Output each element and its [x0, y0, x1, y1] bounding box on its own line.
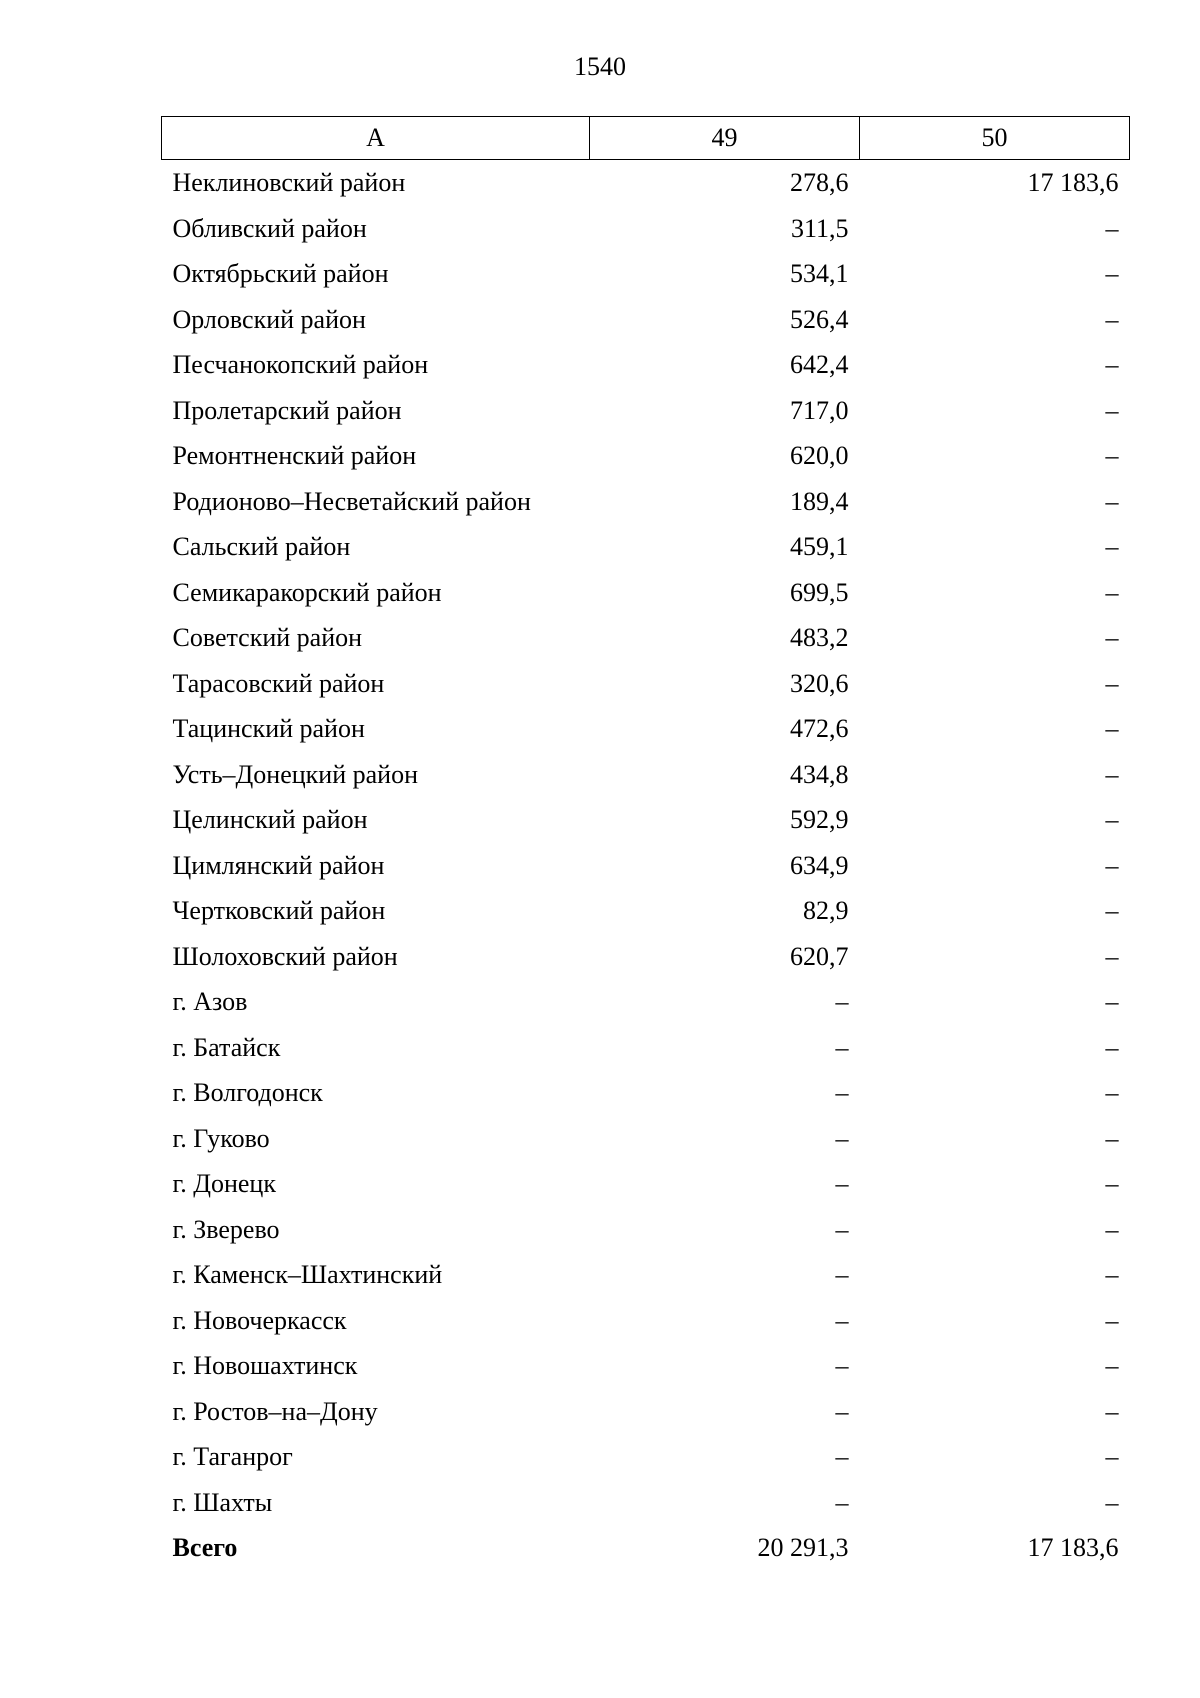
row-name: Цимлянский район: [172, 850, 385, 880]
row-name: г. Волгодонск: [172, 1078, 323, 1107]
header-row: [162, 117, 1130, 160]
row-value-col-49: –: [835, 1032, 849, 1062]
row-value-col-49: –: [835, 1078, 849, 1107]
row-value-col-50: –: [1105, 304, 1119, 334]
row-value-col-49: 592,9: [790, 805, 849, 834]
row-value-col-50: 17 183,6: [1027, 168, 1119, 197]
table-row: [162, 1116, 1130, 1162]
total-value-col-49: 20 291,3: [757, 1533, 849, 1562]
row-name: Семикаракорский район: [172, 577, 442, 607]
total-value-col-50: 17 183,6: [1027, 1533, 1119, 1562]
row-value-col-49: –: [835, 1487, 849, 1517]
table-row: [162, 570, 1130, 616]
row-value-col-49: 642,4: [790, 350, 849, 379]
row-name: г. Каменск–Шахтинский: [172, 1260, 443, 1289]
row-name: Тацинский район: [172, 714, 365, 743]
header-cell-name: А: [162, 117, 590, 160]
row-name: Тарасовский район: [172, 668, 385, 698]
row-value-col-49: 526,4: [790, 304, 849, 334]
table-row: [162, 206, 1130, 252]
row-value-col-50: –: [1105, 1305, 1119, 1335]
row-value-col-50: –: [1105, 759, 1119, 789]
row-value-col-49: 472,6: [790, 714, 849, 743]
row-value-col-49: –: [835, 1442, 849, 1471]
row-value-col-49: –: [835, 1123, 849, 1153]
header-cell-col-50: 50: [860, 117, 1130, 160]
table-row: [162, 251, 1130, 297]
table-row: [162, 615, 1130, 661]
row-value-col-50: –: [1105, 577, 1119, 607]
table-row: [162, 934, 1130, 980]
row-name: Ремонтненский район: [172, 441, 417, 470]
row-value-col-49: 278,6: [790, 168, 849, 197]
row-name: г. Батайск: [172, 1032, 281, 1062]
table-row: [162, 524, 1130, 570]
table-row: [162, 1389, 1130, 1435]
table-row: [162, 433, 1130, 479]
row-name: Неклиновский район: [172, 168, 406, 197]
row-value-col-50: –: [1105, 714, 1119, 743]
row-value-col-50: –: [1105, 1442, 1119, 1471]
row-value-col-49: –: [835, 1305, 849, 1335]
row-name: Советский район: [172, 623, 363, 652]
table-row: [162, 979, 1130, 1025]
row-value-col-50: –: [1105, 441, 1119, 470]
table-row: [162, 1070, 1130, 1116]
row-value-col-50: –: [1105, 486, 1119, 516]
row-value-col-49: –: [835, 1396, 849, 1426]
row-name: г. Азов: [172, 987, 248, 1016]
table-row: [162, 1343, 1130, 1389]
row-name: Родионово–Несветайский район: [172, 486, 531, 516]
row-value-col-50: –: [1105, 941, 1119, 971]
row-value-col-49: 320,6: [790, 668, 849, 698]
row-value-col-50: –: [1105, 259, 1119, 288]
row-value-col-50: –: [1105, 1123, 1119, 1153]
row-value-col-49: 483,2: [790, 623, 849, 652]
row-value-col-49: 717,0: [790, 395, 849, 425]
row-value-col-49: 620,0: [790, 441, 849, 470]
row-value-col-49: 534,1: [790, 259, 849, 288]
row-value-col-49: –: [835, 1260, 849, 1289]
table-row: [162, 1252, 1130, 1298]
table-row: [162, 797, 1130, 843]
row-name: Октябрьский район: [172, 259, 389, 288]
row-name: Целинский район: [172, 805, 368, 834]
row-value-col-50: –: [1105, 987, 1119, 1016]
row-value-col-50: –: [1105, 1078, 1119, 1107]
row-value-col-50: –: [1105, 1487, 1119, 1517]
row-value-col-50: –: [1105, 805, 1119, 834]
row-value-col-49: 82,9: [803, 896, 849, 925]
row-name: Чертковский район: [172, 896, 386, 925]
row-value-col-50: –: [1105, 1351, 1119, 1380]
row-value-col-49: 620,7: [790, 941, 849, 971]
row-name: г. Гуково: [172, 1123, 270, 1153]
row-name: Усть–Донецкий район: [172, 759, 418, 789]
table-row: [162, 888, 1130, 934]
row-value-col-49: 459,1: [790, 532, 849, 561]
table-row: [162, 1025, 1130, 1071]
total-row: [162, 1525, 1130, 1571]
table-row: [162, 388, 1130, 434]
table-header: [162, 117, 1130, 160]
table-row: [162, 1434, 1130, 1480]
table-row: [162, 160, 1130, 206]
row-value-col-49: –: [835, 1351, 849, 1380]
table-row: [162, 1298, 1130, 1344]
table-row: [162, 1480, 1130, 1526]
table-row: [162, 342, 1130, 388]
row-value-col-50: –: [1105, 1214, 1119, 1244]
row-name: г. Ростов–на–Дону: [172, 1396, 378, 1426]
row-value-col-49: –: [835, 987, 849, 1016]
row-value-col-49: 434,8: [790, 759, 849, 789]
row-value-col-50: –: [1105, 896, 1119, 925]
row-value-col-50: –: [1105, 395, 1119, 425]
row-value-col-50: –: [1105, 350, 1119, 379]
row-value-col-49: 634,9: [790, 850, 849, 880]
header-cell-col-49: 49: [590, 117, 860, 160]
row-value-col-49: 699,5: [790, 577, 849, 607]
row-name: Орловский район: [172, 304, 366, 334]
row-name: г. Новочеркасск: [172, 1305, 347, 1335]
row-name: г. Шахты: [172, 1487, 273, 1517]
row-name: г. Донецк: [172, 1169, 276, 1198]
table-row: [162, 1207, 1130, 1253]
row-value-col-50: –: [1105, 532, 1119, 561]
total-label: Всего: [172, 1533, 238, 1562]
table-row: [162, 661, 1130, 707]
table-row: [162, 843, 1130, 889]
row-name: Шолоховский район: [172, 941, 398, 971]
row-value-col-50: –: [1105, 1032, 1119, 1062]
row-value-col-49: 311,5: [790, 213, 849, 243]
row-name: Обливский район: [172, 213, 367, 243]
row-name: г. Новошахтинск: [172, 1351, 358, 1380]
row-name: Песчанокопский район: [172, 350, 429, 379]
row-value-col-50: –: [1105, 1169, 1119, 1198]
table-row: [162, 479, 1130, 525]
row-value-col-50: –: [1105, 850, 1119, 880]
table-row: [162, 752, 1130, 798]
table-row: [162, 297, 1130, 343]
data-table: [161, 116, 1130, 1571]
row-value-col-49: 189,4: [790, 486, 849, 516]
table-row: [162, 706, 1130, 752]
row-name: г. Таганрог: [172, 1442, 293, 1471]
row-value-col-50: –: [1105, 1396, 1119, 1426]
page-number: 1540: [574, 52, 626, 81]
row-name: Сальский район: [172, 532, 351, 561]
data-table-container: [161, 116, 1129, 1571]
table-row: [162, 1161, 1130, 1207]
row-value-col-50: –: [1105, 1260, 1119, 1289]
table-body: [162, 160, 1130, 1571]
row-name: Пролетарский район: [172, 395, 402, 425]
row-value-col-49: –: [835, 1214, 849, 1244]
row-value-col-49: –: [835, 1169, 849, 1198]
row-name: г. Зверево: [172, 1214, 280, 1244]
row-value-col-50: –: [1105, 668, 1119, 698]
row-value-col-50: –: [1105, 623, 1119, 652]
row-value-col-50: –: [1105, 213, 1119, 243]
